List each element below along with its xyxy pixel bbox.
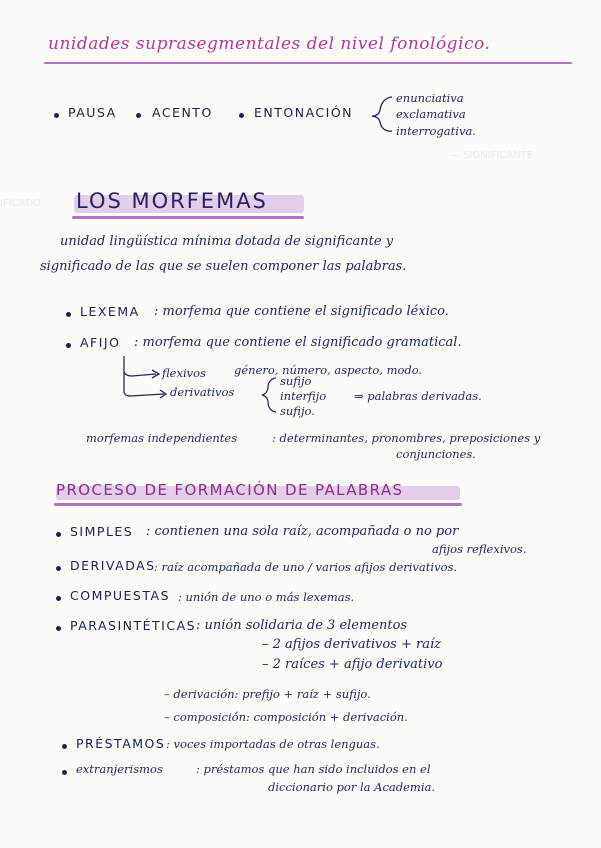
derivativo-type-2: interfijo: [280, 389, 327, 403]
independientes-label: morfemas independientes: [86, 431, 238, 445]
extranjerismos-line2: diccionario por la Academia.: [268, 780, 436, 794]
morfemas-heading: LOS MORFEMAS: [76, 189, 268, 213]
compuestas-text: : unión de uno o más lexemas.: [178, 590, 355, 604]
prestamos-text: : voces importadas de otras lenguas.: [166, 737, 380, 751]
derivadas-label: DERIVADAS: [70, 558, 156, 573]
independientes-line1: : determinantes, pronombres, preposiciones y: [272, 431, 541, 445]
compuestas-label: COMPUESTAS: [70, 588, 171, 603]
parasinteticas-line1: : unión solidaria de 3 elementos: [196, 618, 408, 633]
flexivos-text: género, número, aspecto, modo.: [234, 363, 423, 377]
lexema-text: : morfema que contiene el significado léxico.: [154, 304, 449, 319]
derivativo-type-1: sufijo: [280, 374, 312, 388]
afijo-branch-arrow: [124, 372, 156, 376]
morfemas-definition-line1: unidad lingüística mínima dotada de significante y: [60, 234, 394, 249]
supra-item-entonacion: ENTONACIÓN: [254, 105, 354, 120]
formacion-heading: PROCESO DE FORMACIÓN DE PALABRAS: [56, 481, 404, 499]
flexivos-label: flexivos: [162, 366, 206, 380]
derivadas-text: : raíz acompañada de uno / varios afijos derivativos.: [154, 560, 458, 574]
entonacion-type-interrogativa: interrogativa.: [396, 124, 476, 138]
extranjerismos-label: extranjerismos: [76, 762, 163, 776]
lexema-label: LEXEMA: [80, 304, 140, 319]
composicion-line: – composición: composición + derivación.: [164, 710, 408, 724]
page-title: unidades suprasegmentales del nivel fonológico.: [48, 34, 491, 54]
independientes-line2: conjunciones.: [396, 447, 476, 461]
derivativo-type-3: sufijo.: [280, 404, 315, 418]
entonacion-brace: [372, 97, 392, 131]
derivacion-line: – derivación: prefijo + raíz + sufijo.: [164, 687, 371, 701]
parasinteticas-line3: – 2 raíces + afijo derivativo: [262, 657, 443, 672]
parasinteticas-line2: – 2 afijos derivativos + raíz: [262, 637, 441, 652]
derivativos-brace: [262, 378, 276, 412]
morfemas-definition-line2: significado de las que se suelen componer las palabras.: [40, 259, 407, 274]
entonacion-type-enunciativa: enunciativa: [396, 91, 464, 105]
parasinteticas-label: PARASINTÉTICAS: [70, 618, 197, 633]
afijo-label: AFIJO: [80, 335, 121, 350]
entonacion-type-exclamativa: exclamativa: [396, 107, 466, 121]
bleed-through-mark: — SIGNIFICANTE: [450, 150, 534, 161]
simples-label: SIMPLES: [70, 524, 134, 539]
supra-item-pausa: PAUSA: [68, 105, 117, 120]
supra-item-acento: ACENTO: [152, 105, 213, 120]
simples-line1: : contienen una sola raíz, acompañada o no por: [146, 524, 459, 539]
extranjerismos-line1: : préstamos que han sido incluidos en el: [196, 762, 431, 776]
prestamos-label: PRÉSTAMOS: [76, 736, 166, 751]
bleed-through-mark: IFICADO: [0, 198, 42, 209]
derivativos-result: ⇒ palabras derivadas.: [354, 389, 482, 403]
derivativos-label: derivativos: [170, 385, 235, 399]
simples-line2: afijos reflexivos.: [432, 542, 527, 556]
afijo-text: : morfema que contiene el significado gramatical.: [134, 335, 462, 350]
